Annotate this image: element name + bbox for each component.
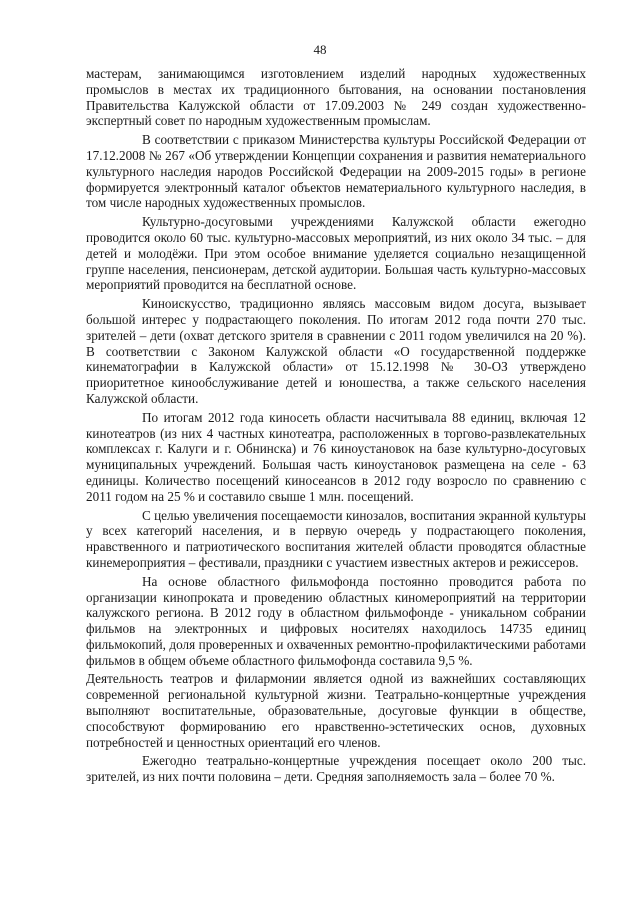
paragraph-cinema-festivals: С целью увеличения посещаемости кинозалов, воспитания экранной культуры у всех категорий населения, и в первую очередь у подрастающего поколения, нравственного и патриотического воспитания жителей области проводятся областные кинемероприятия – фестивали, праздники с участием известных актеров и режиссеров. bbox=[86, 507, 587, 570]
paragraph-cinema-network: По итогам 2012 года киносеть области насчитывала 88 единиц, включая 12 кинотеатров (из них 4 частных кинотеатра, расположенных в торгово-развлекательных комплексах г. Калуги и г. Обнинска) и 76 киноустановок на базе культурно-досуговых муниципальных учреждений. Большая часть киноустановок размещена на селе - 63 единицы. Количество посещений киносеансов в 2012 году возросло по сравнению с 2011 годом на 25 % и составило свыше 1 млн. посещений. bbox=[86, 409, 586, 504]
body-text bbox=[86, 66, 586, 785]
paragraph-theater-attendance: Ежегодно театрально-концертные учреждения посещает около 200 тыс. зрителей, из них почти половина – дети. Средняя заполняемость зала – более 70 %. bbox=[86, 753, 586, 785]
paragraph-cultural-events: Культурно-досуговыми учреждениями Калужской области ежегодно проводится около 60 тыс. культурно-массовых мероприятий, из них около 34 тыс. – для детей и молодёжи. При этом особое внимание уделяется социально незащищенной группе населения, пенсионерам, детской аудитории. Большая часть культурно-массовых мероприятий проводится на бесплатной основе. bbox=[86, 214, 586, 293]
paragraph-cinema-art: Киноискусство, традиционно являясь массовым видом досуга, вызывает большой интерес у подрастающего поколения. По итогам 2012 года почти 270 тыс. зрителей – дети (охват детского зрителя в сравнении с 2011 годом увеличился на 20 %). В соответствии с Законом Калужской области «О государственной поддержке кинематографии в Калужской области» от 15.12.1998 № 30-ОЗ утверждено приоритетное кинообслуживание детей и юношества, а также сельского населения Калужской области. bbox=[86, 296, 586, 406]
paragraph-theaters: Деятельность театров и филармонии является одной из важнейших составляющих современной региональной культурной жизни. Театрально-концертные учреждения выполняют воспитательные, образовательные, досуговые функции в обществе, способствуют формированию его нравственно-эстетических основ, духовных потребностей и ценностных ориентаций его членов. bbox=[86, 671, 586, 750]
page-number: 48 bbox=[313, 42, 327, 57]
paragraph-craft-council: мастерам, занимающимся изготовлением изделий народных художественных промыслов в местах их традиционного бытования, на основании постановления Правительства Калужской области от 17.09.2003 № 249 создан художественно-экспертный совет по народным художественным промыслам. bbox=[86, 66, 586, 129]
paragraph-heritage-catalog: В соответствии с приказом Министерства культуры Российской Федерации от 17.12.2008 № 267 «Об утверждении Концепции сохранения и развития нематериального культурного наследия народов Российской Федерации на 2009-2015 годы» в регионе формируется электронный каталог объектов нематериального культурного наследия, в том числе народных художественных промыслов. bbox=[86, 132, 586, 211]
paragraph-film-fund: На основе областного фильмофонда постоянно проводится работа по организации кинопроката и проведению областных киномероприятий на территории калужского региона. В 2012 году в областном фильмофонде - уникальном собрании фильмов на электронных и цифровых носителях находилось 14735 единиц фильмокопий, доля проверенных и охваченных ремонтно-профилактическими работами фильмов в общем объеме областного фильмофонда составила 9,5 %. bbox=[86, 573, 586, 668]
